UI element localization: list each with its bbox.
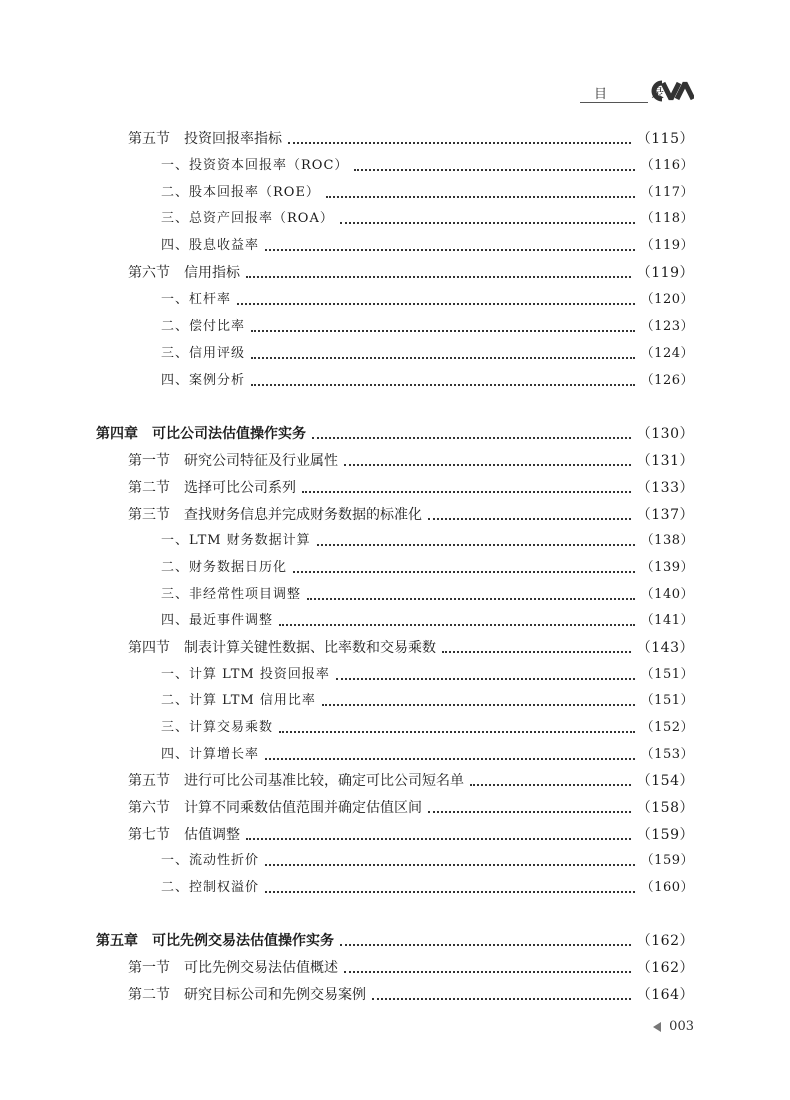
entry-page: （119） [636,265,694,281]
dot-leader [428,517,631,520]
entry-page: （158） [636,800,694,816]
dot-leader [265,890,635,893]
page-number: 003 [669,1019,694,1034]
entry-page: （140） [640,587,694,602]
entry-page: （151） [640,667,694,682]
dot-leader [302,490,631,493]
dot-leader [293,570,635,573]
toc-section-entry [128,502,694,524]
entry-title: 第六节 计算不同乘数估值范围并确定估值区间 [128,800,422,816]
dot-leader [251,329,635,332]
toc-section-entry [128,260,694,282]
entry-page: （164） [636,987,694,1003]
dot-leader [246,275,631,278]
toc-subsection-entry [161,715,694,737]
entry-page: （162） [636,933,694,949]
dot-leader [251,356,635,359]
entry-page: （139） [640,560,694,575]
toc-subsection-entry [161,206,694,228]
toc-section-entry [128,448,694,470]
entry-title: 一、杠杆率 [161,292,232,307]
entry-title: 一、投资资本回报率（ROC） [161,158,349,173]
entry-page: （117） [640,185,694,200]
dot-leader [279,623,635,626]
dot-leader [246,837,631,840]
dot-leader [326,195,635,198]
entry-title: 二、偿付比率 [161,319,246,334]
entry-title: 四、案例分析 [161,373,246,388]
toc-section-entry [128,126,694,148]
toc-section-entry [128,955,694,977]
toc-subsection-entry [161,555,694,577]
running-header [580,80,696,104]
entry-page: （131） [636,453,694,469]
entry-page: （120） [640,292,694,307]
entry-title: 第六节 信用指标 [128,265,240,281]
entry-title: 第五章 可比先例交易法估值操作实务 [96,933,334,949]
dot-leader [322,703,635,706]
entry-title: 二、计算 LTM 信用比率 [161,693,316,708]
entry-title: 二、控制权溢价 [161,880,260,895]
dot-leader [344,970,631,973]
dot-leader [288,141,631,144]
entry-page: （141） [640,613,694,628]
entry-title: 四、最近事件调整 [161,613,274,628]
entry-page: （116） [640,158,694,173]
dot-leader [265,863,635,866]
entry-title: 第四节 制表计算关键性数据、比率数和交易乘数 [128,640,436,656]
toc-section-entry [128,768,694,790]
dot-leader [344,463,631,466]
toc-section-entry [128,475,694,497]
entry-page: （159） [636,827,694,843]
entry-page: （124） [640,346,694,361]
entry-page: （152） [640,720,694,735]
toc-subsection-entry [161,848,694,870]
entry-title: 一、计算 LTM 投资回报率 [161,667,330,682]
dot-leader [372,997,631,1000]
entry-page: （138） [640,533,694,548]
toc-subsection-entry [161,314,694,336]
entry-title: 第四章 可比公司法估值操作实务 [96,426,306,442]
toc-subsection-entry [161,662,694,684]
entry-title: 一、流动性折价 [161,853,260,868]
entry-title: 三、总资产回报率（ROA） [161,211,334,226]
entry-page: （119） [640,238,694,253]
entry-title: 第一节 研究公司特征及行业属性 [128,453,338,469]
entry-page: （123） [640,319,694,334]
header-label: 目 录 [594,87,685,102]
entry-title: 三、计算交易乘数 [161,720,274,735]
toc-section-entry [128,982,694,1004]
toc-subsection-entry [161,233,694,255]
entry-page: （160） [640,880,694,895]
dot-leader [340,221,635,224]
entry-title: 一、LTM 财务数据计算 [161,533,311,548]
toc-subsection-entry [161,368,694,390]
entry-page: （130） [636,426,694,442]
toc-subsection-entry [161,688,694,710]
entry-title: 第二节 选择可比公司系列 [128,480,296,496]
entry-page: （159） [640,853,694,868]
toc-section-entry [128,635,694,657]
toc-subsection-entry [161,608,694,630]
dot-leader [428,810,631,813]
entry-page: （115） [636,131,694,147]
entry-title: 三、信用评级 [161,346,246,361]
entry-title: 二、股本回报率（ROE） [161,185,320,200]
toc-subsection-entry [161,180,694,202]
dot-leader [340,943,631,946]
toc-subsection-entry [161,341,694,363]
toc-subsection-entry [161,582,694,604]
entry-title: 第五节 进行可比公司基准比较，确定可比公司短名单 [128,773,464,789]
entry-title: 第一节 可比先例交易法估值概述 [128,960,338,976]
dot-leader [336,677,635,680]
entry-title: 第二节 研究目标公司和先例交易案例 [128,987,366,1003]
toc-subsection-entry [161,153,694,175]
toc-section-entry [128,795,694,817]
toc-section-entry [128,822,694,844]
dot-leader [470,783,631,786]
toc-subsection-entry [161,875,694,897]
toc-chapter-entry [96,928,694,950]
entry-title: 第七节 估值调整 [128,827,240,843]
entry-page: （162） [636,960,694,976]
toc-subsection-entry [161,528,694,550]
dot-leader [237,302,635,305]
dot-leader [354,168,634,171]
entry-page: （133） [636,480,694,496]
entry-page: （153） [640,747,694,762]
entry-title: 四、计算增长率 [161,747,260,762]
entry-title: 第五节 投资回报率指标 [128,131,282,147]
entry-page: （118） [640,211,694,226]
dot-leader [265,757,635,760]
dot-leader [317,543,635,546]
entry-page: （126） [640,373,694,388]
triangle-left-icon [653,1022,661,1032]
entry-title: 第三节 查找财务信息并完成财务数据的标准化 [128,507,422,523]
header-rule [580,102,648,103]
dot-leader [251,383,635,386]
dot-leader [312,436,631,439]
dot-leader [307,597,635,600]
cva-logo-icon [646,80,694,102]
entry-page: （151） [640,693,694,708]
toc-subsection-entry [161,742,694,764]
entry-title: 四、股息收益率 [161,238,260,253]
entry-page: （154） [636,773,694,789]
dot-leader [279,730,635,733]
page-footer [653,1019,694,1034]
entry-page: （137） [636,507,694,523]
entry-title: 三、非经常性项目调整 [161,587,302,602]
dot-leader [442,650,631,653]
toc-subsection-entry [161,287,694,309]
toc-chapter-entry [96,421,694,443]
entry-title: 二、财务数据日历化 [161,560,288,575]
entry-page: （143） [636,640,694,656]
dot-leader [265,248,635,251]
